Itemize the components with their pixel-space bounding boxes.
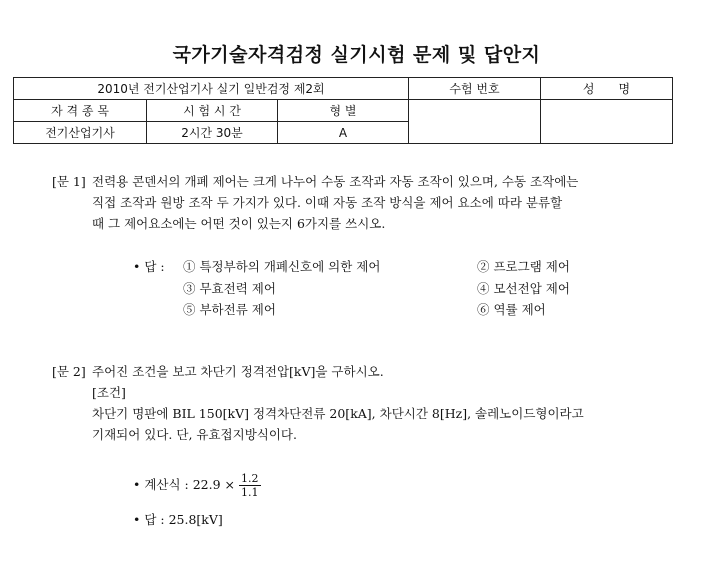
exam-number-label: 수험 번호 xyxy=(409,78,541,100)
calc-prefix: • 계산식 : 22.9 × xyxy=(133,477,236,492)
question-1-line: 직접 조작과 원방 조작 두 가지가 있다. 이때 자동 조작 방식을 제어 요소에 따라 분류할 xyxy=(92,195,563,210)
question-2-line: 주어진 조건을 보고 차단기 정격전압[kV]을 구하시오. xyxy=(92,364,384,379)
time-header: 시 험 시 간 xyxy=(147,100,278,122)
question-2-condition-label: [조건] xyxy=(92,385,126,400)
answer-1-item: ④ 모선전압 제어 xyxy=(477,281,570,296)
time-value: 2시간 30분 xyxy=(147,122,278,144)
question-1-line: 때 그 제어요소에는 어떤 것이 있는지 6가지를 쓰시오. xyxy=(92,216,386,231)
answer-1-item: ② 프로그램 제어 xyxy=(477,259,570,274)
name-cell xyxy=(541,100,673,144)
question-2-line: 기재되어 있다. 단, 유효접지방식이다. xyxy=(92,427,297,442)
answer-1-item: ⑥ 역률 제어 xyxy=(477,302,546,317)
calc-fraction xyxy=(239,472,261,499)
answer-1-item: ⑤ 부하전류 제어 xyxy=(183,302,276,317)
answer-1-item: ① 특정부하의 개폐신호에 의한 제어 xyxy=(183,259,381,274)
exam-info-table xyxy=(13,77,673,144)
question-1-number: [문 1] xyxy=(52,174,86,189)
page-title: 국가기술자격검정 실기시험 문제 및 답안지 xyxy=(172,44,541,66)
answer-1-prefix: • 답 : xyxy=(133,259,165,274)
fraction-numerator: 1.2 xyxy=(241,472,259,485)
type-header: 형 별 xyxy=(278,100,409,122)
question-2-line: 차단기 명판에 BIL 150[kV] 정격차단전류 20[kA], 차단시간 8[Hz], 솔레노이드형이라고 xyxy=(92,406,584,421)
exam-number-cell xyxy=(409,100,541,144)
type-value: A xyxy=(278,122,409,144)
name-label: 성 명 xyxy=(541,78,673,100)
calc-formula xyxy=(133,472,261,499)
fraction-denominator: 1.1 xyxy=(241,486,259,499)
exam-title-cell: 2010년 전기산업기사 실기 일반검정 제2회 xyxy=(14,78,409,100)
field-header: 자 격 종 목 xyxy=(14,100,147,122)
question-2-number: [문 2] xyxy=(52,364,86,379)
answer-1-item: ③ 무효전력 제어 xyxy=(183,281,276,296)
answer-2: • 답 : 25.8[kV] xyxy=(133,512,223,527)
question-1-line: 전력용 콘덴서의 개폐 제어는 크게 나누어 수동 조작과 자동 조작이 있으며, 수동 조작에는 xyxy=(92,174,579,189)
field-value: 전기산업기사 xyxy=(14,122,147,144)
